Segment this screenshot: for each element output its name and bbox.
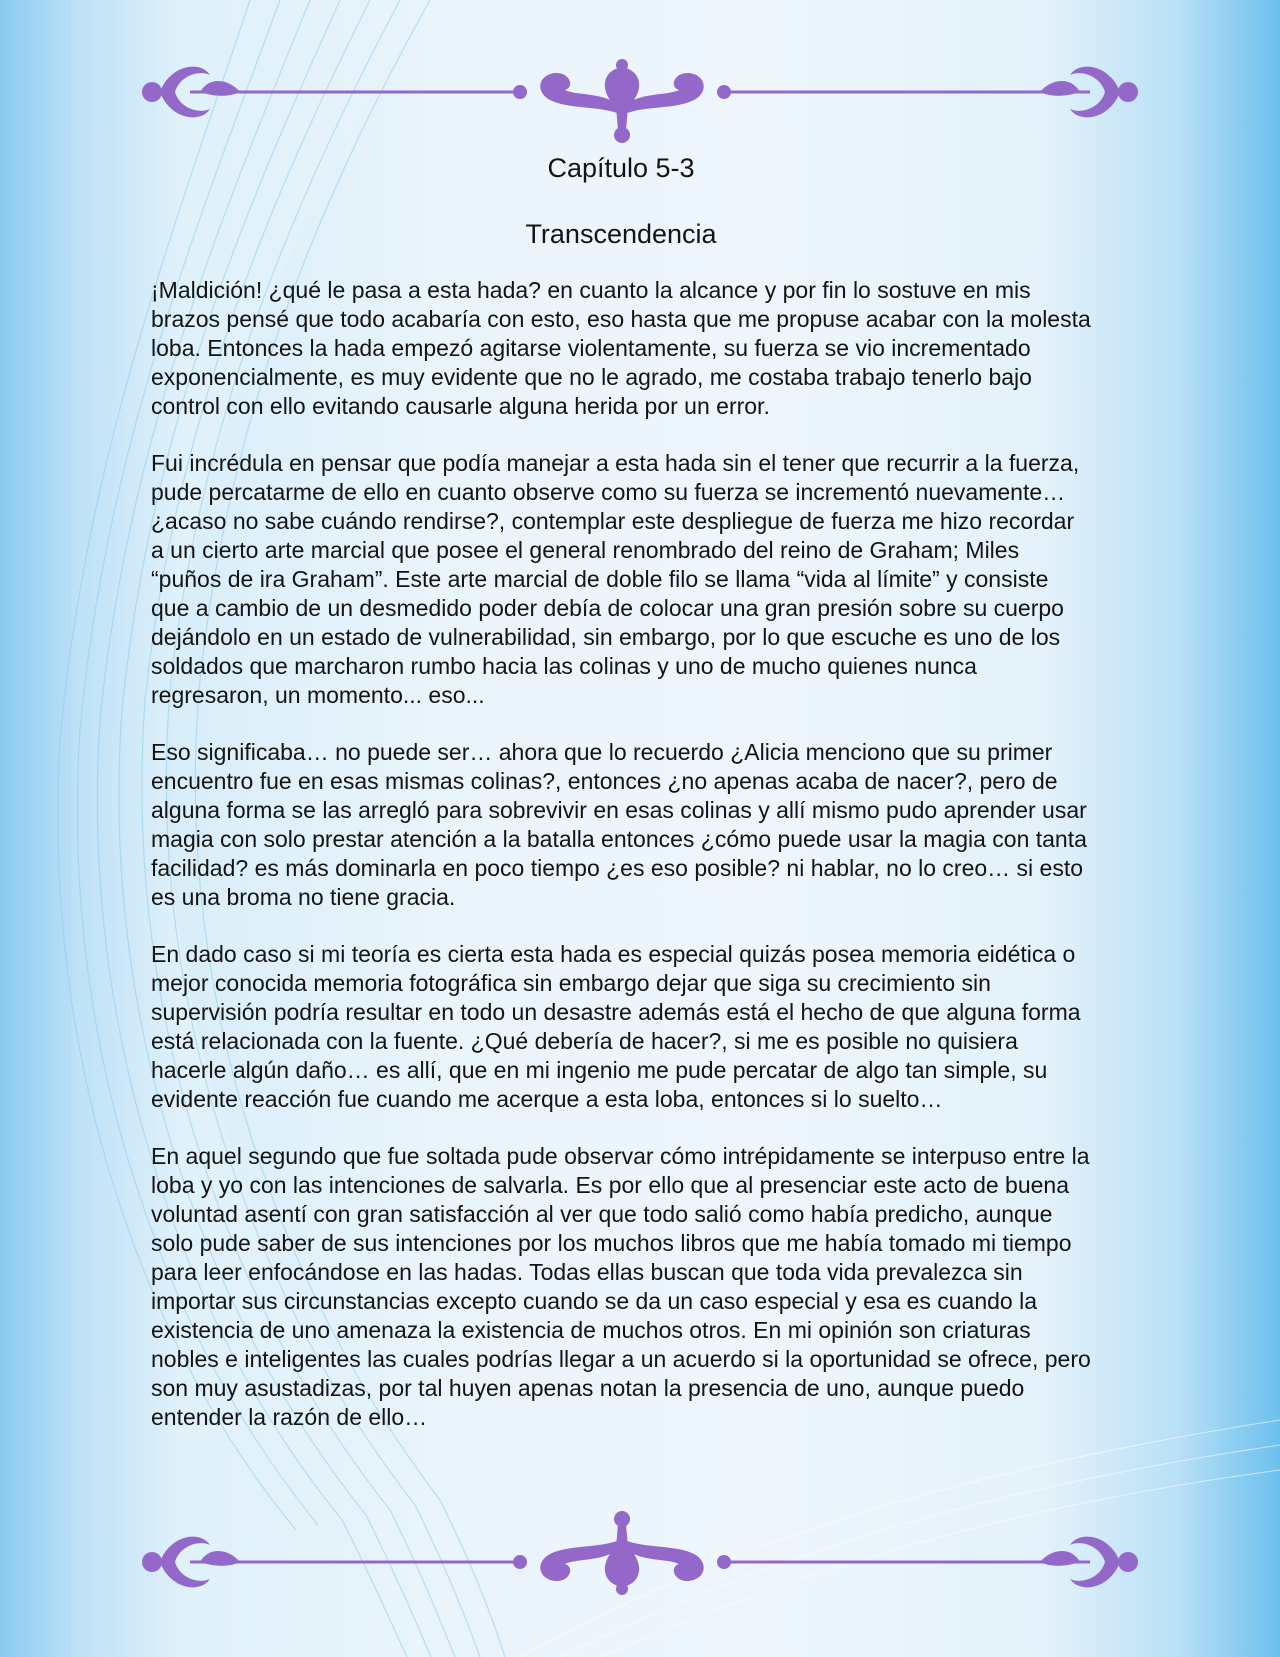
paragraph: Fui incrédula en pensar que podía manejar a esta hada sin el tener que recurrir a la fuerza, pude percatarme de ello en cuanto observe como su fuerza se incrementó nuevamente… ¿acaso no sabe cuándo rendirse?, contemplar este despliegue de fuerza me hizo recordar a un cierto arte marcial que posee el general renombrado del reino de Graham; Miles “puños de ira Graham”. Este arte marcial de doble filo se llama “vida al límite” y consiste que a cambio de un desmedido poder debía de colocar una gran presión sobre su cuerpo dejándolo en un estado de vulnerabilidad, sin embargo, por lo que escuche es uno de los soldados que marcharon rumbo hacia las colinas y uno de mucho quienes nunca regresaron, un momento... eso... [151,450,1080,708]
chapter-title: Transcendencia [525,219,717,249]
paragraph: En dado caso si mi teoría es cierta esta hada es especial quizás posea memoria eidética o mejor conocida memoria fotográfica sin embargo dejar que siga su crecimiento sin supervisión podría resultar en todo un desastre además está el hecho de que alguna forma está relacionada con la fuente. ¿Qué debería de hacer?, si me es posible no quisiera hacerle algún daño… es allí, que en mi ingenio me pude percatar de algo tan simple, su evidente reacción fue cuando me acerque a esta loba, entonces si lo suelto… [151,941,1081,1112]
paragraph: Eso significaba… no puede ser… ahora que lo recuerdo ¿Alicia menciono que su primer encuentro fue en esas mismas colinas?, entonces ¿no apenas acaba de nacer?, pero de alguna forma se las arregló para sobrevivir en esas colinas y allí mismo pudo aprender usar magia con solo prestar atención a la batalla entonces ¿cómo puede usar la magia con tanta facilidad? es más dominarla en poco tiempo ¿es eso posible? ni hablar, no lo creo… si esto es una broma no tiene gracia. [151,739,1087,910]
chapter-number: Capítulo 5-3 [547,153,695,183]
paragraph: ¡Maldición! ¿qué le pasa a esta hada? en cuanto la alcance y por fin lo sostuve en mis brazos pensé que todo acabaría con esto, eso hasta que me propuse acabar con la molesta loba. Entonces la hada empezó agitarse violentamente, su fuerza se vio incrementado exponencialmente, es muy evidente que no le agrado, me costaba trabajo tenerlo bajo control con ello evitando causarle alguna herida por un error. [151,277,1091,419]
paragraph: En aquel segundo que fue soltada pude observar cómo intrépidamente se interpuso entre la loba y yo con las intenciones de salvarla. Es por ello que al presenciar este acto de buena voluntad asentí con gran satisfacción al ver que todo salió como había predicho, aunque solo pude saber de sus intenciones por los muchos libros que me había tomado mi tiempo para leer enfocándose en las hadas. Todas ellas buscan que toda vida prevalezca sin importar sus circunstancias excepto cuando se da un caso especial y esa es cuando la existencia de uno amenaza la existencia de muchos otros. En mi opinión son criaturas nobles e inteligentes las cuales podrías llegar a un acuerdo si la oportunidad se ofrece, pero son muy asustadizas, por tal huyen apenas notan la presencia de uno, aunque puedo entender la razón de ello… [151,1143,1091,1430]
top-ornament-divider-icon [130,45,1150,145]
page-content [151,146,1091,1432]
bottom-ornament-divider-icon [130,1507,1150,1607]
